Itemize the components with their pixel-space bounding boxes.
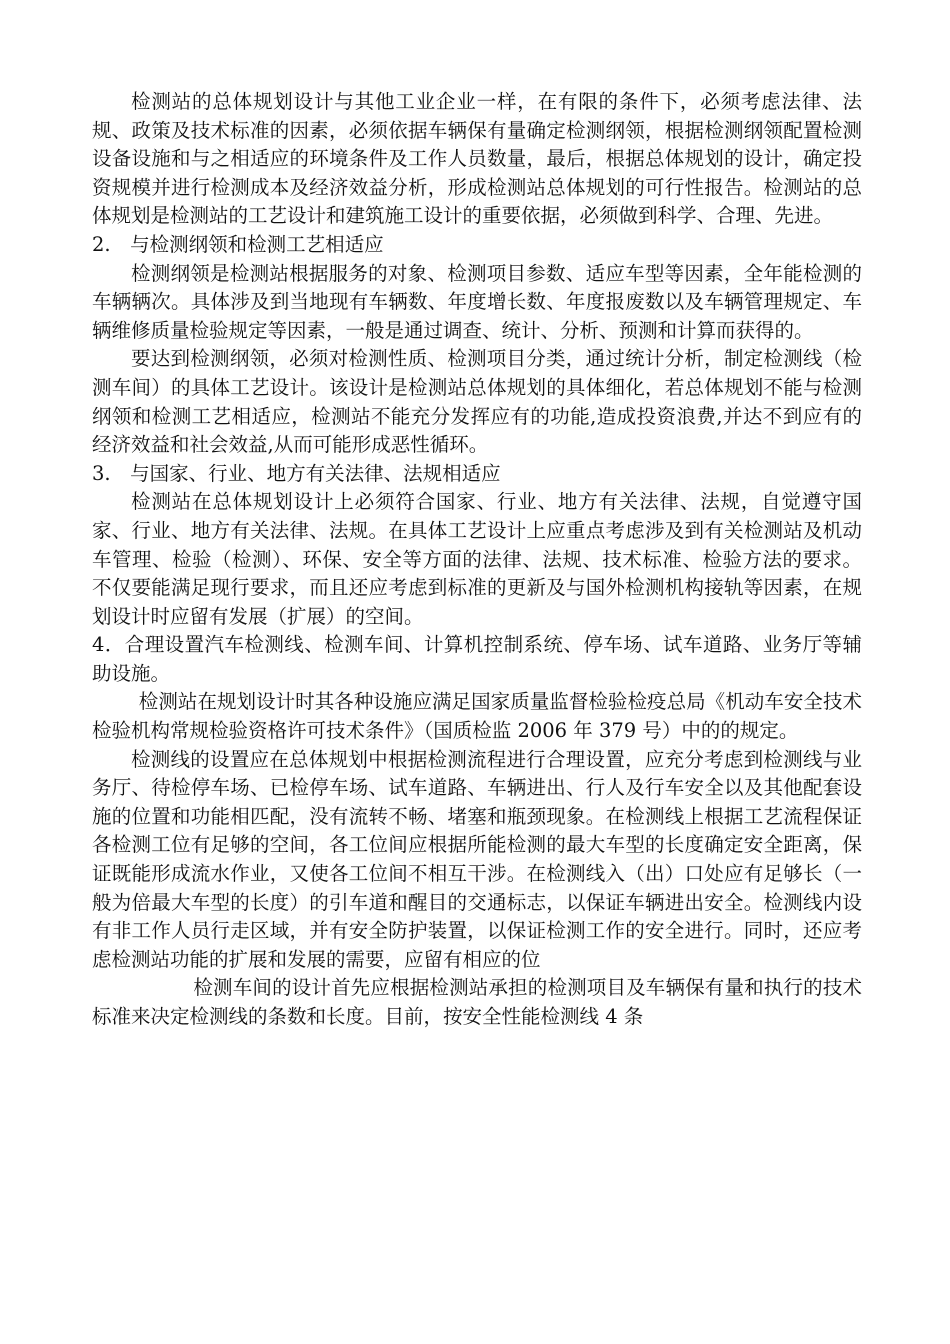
document-body: [92, 88, 862, 1032]
section-heading-4: 4．合理设置汽车检测线、检测车间、计算机控制系统、停车场、试车道路、业务厅等辅助设施。: [92, 633, 862, 685]
paragraph-facility-requirements: 检测站在规划设计时其各种设施应满足国家质量监督检验检疫总局《机动车安全技术检验机构常规检验资格许可技术条件》（国质检监 2006 年 379 号）中的的规定。: [92, 690, 862, 743]
paragraph-laws-regulations: 检测站在总体规划设计上必须符合国家、行业、地方有关法律、法规，自觉遵守国家、行业、地方有关法律、法规。在具体工艺设计上应重点考虑涉及到有关检测站及机动车管理、检验（检测）、环保、安全等方面的法律、法规、技术标准、检验方法的要求。不仅要能满足现行要求，而且还应考虑到标准的更新及与国外检测机构接轨等因素，在规划设计时应留有发展（扩展）的空间。: [92, 490, 862, 628]
paragraph-inspection-line-layout: 检测线的设置应在总体规划中根据检测流程进行合理设置，应充分考虑到检测线与业务厅、待检停车场、已检停车场、试车道路、车辆进出、行人及行车安全以及其他配套设施的位置和功能相匹配，没有流转不畅、堵塞和瓶颈现象。在检测线上根据工艺流程保证各检测工位有足够的空间，各工位间应根据所能检测的最大车型的长度确定安全距离，保证既能形成流水作业，又使各工位间不相互干涉。在检测线入（出）口处应有足够长（一般为倍最大车型的长度）的引车道和醒目的交通标志，以保证车辆进出安全。检测线内设有非工作人员行走区域，并有安全防护装置，以保证检测工作的安全进行。同时，还应考虑检测站功能的扩展和发展的需要，应留有相应的位: [92, 747, 862, 971]
section-heading-3: 3. 与国家、行业、地方有关法律、法规相适应: [92, 461, 501, 485]
section-heading-2: 2. 与检测纲领和检测工艺相适应: [92, 232, 384, 256]
paragraph-overall-planning: 检测站的总体规划设计与其他工业企业一样，在有限的条件下，必须考虑法律、法规、政策及技术标准的因素，必须依据车辆保有量确定检测纲领，根据检测纲领配置检测设备设施和与之相适应的环境条件及工作人员数量，最后，根据总体规划的设计，确定投资规模并进行检测成本及经济效益分析，形成检测站总体规划的可行性报告。检测站的总体规划是检测站的工艺设计和建筑施工设计的重要依据，必须做到科学、合理、先进。: [92, 90, 862, 228]
paragraph-process-design: 要达到检测纲领，必须对检测性质、检测项目分类，通过统计分析，制定检测线（检测车间）的具体工艺设计。该设计是检测站总体规划的具体细化，若总体规划不能与检测纲领和检测工艺相适应，检测站不能充分发挥应有的功能,造成投资浪费,并达不到应有的经济效益和社会效益,从而可能形成恶性循环。: [92, 347, 862, 457]
paragraph-workshop-design: 检测车间的设计首先应根据检测站承担的检测项目及车辆保有量和执行的技术标准来决定检测线的条数和长度。目前，按安全性能检测线 4 条: [92, 976, 862, 1028]
paragraph-inspection-program: 检测纲领是检测站根据服务的对象、检测项目参数、适应车型等因素，全年能检测的车辆辆次。具体涉及到当地现有车辆数、年度增长数、年度报废数以及车辆管理规定、车辆维修质量检验规定等因素，一般是通过调查、统计、分析、预测和计算而获得的。: [92, 261, 862, 342]
